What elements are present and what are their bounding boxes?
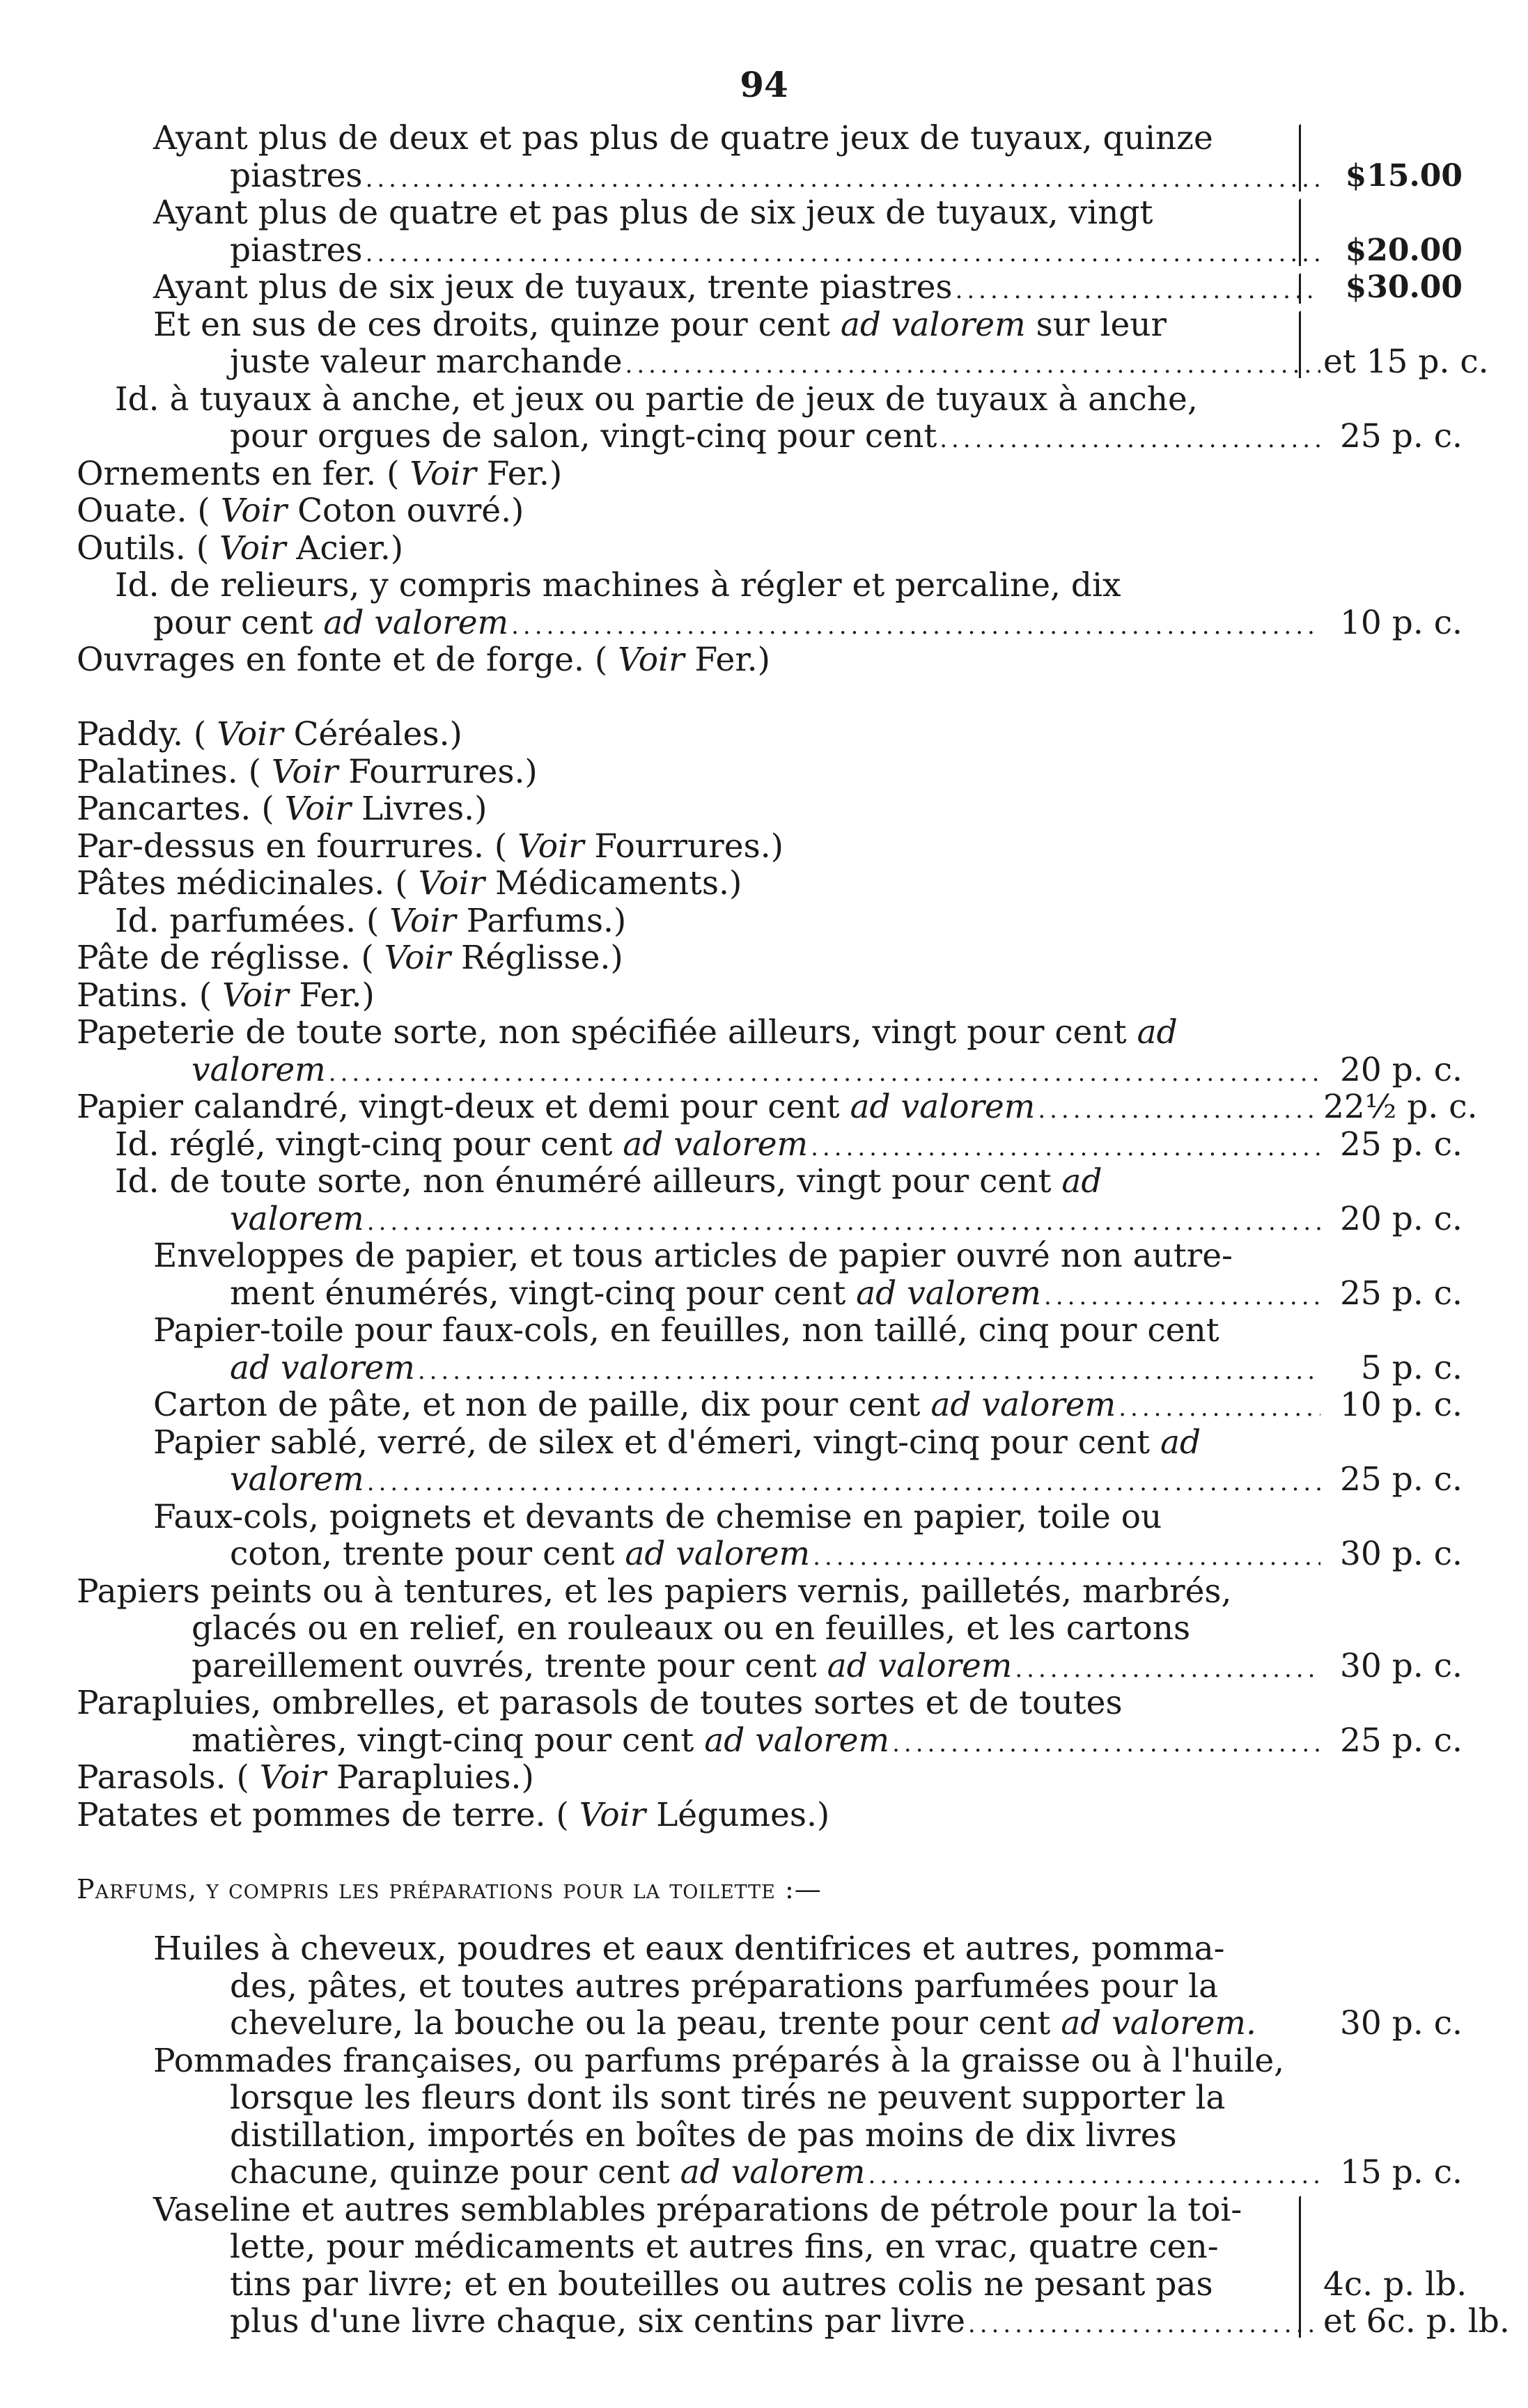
entry-text	[77, 530, 403, 568]
tariff-entry	[77, 1424, 1463, 1499]
entry-text: Id. de relieurs, y compris machines à régler et percaline, dix	[115, 566, 1121, 604]
italic-term: Voir	[259, 1758, 327, 1797]
brace-mark	[1282, 311, 1301, 378]
tariff-entry	[77, 269, 1463, 306]
text-run: Fer.)	[476, 454, 563, 493]
tariff-entry	[77, 1797, 1463, 1834]
italic-term: valorem	[230, 1199, 364, 1238]
text-run: Réglisse.)	[451, 939, 623, 977]
entry-text: Ayant plus de six jeux de tuyaux, trente piastres	[153, 268, 953, 306]
blank-spacer	[77, 1834, 1463, 1871]
dot-leader	[1118, 1390, 1320, 1428]
italic-term: ad valorem	[827, 1646, 1013, 1685]
entry-text: distillation, importés en boîtes de pas moins de dix livres	[230, 2116, 1177, 2155]
text-run: Id. parfumées. (	[115, 901, 390, 940]
duty-rate: $30.00	[1345, 269, 1463, 305]
text-run: Et en sus de ces droits, quinze pour cent	[153, 305, 841, 344]
entry-line	[77, 306, 1463, 344]
dot-leader	[418, 1353, 1320, 1391]
dot-leader	[956, 272, 1320, 310]
entry-text	[77, 1797, 829, 1834]
italic-term: Voir	[410, 454, 476, 493]
italic-term: Voir	[284, 790, 352, 828]
entry-text	[230, 2154, 865, 2191]
brace-mark	[1282, 124, 1301, 191]
section-heading	[77, 1871, 1463, 1909]
italic-term: Voir	[579, 1795, 646, 1834]
tariff-entry	[77, 194, 1463, 269]
entry-text	[77, 790, 487, 828]
duty-rate: 4c. p. lb.	[1323, 2265, 1467, 2304]
entry-line	[77, 939, 1463, 977]
duty-rate: 30 p. c.	[1340, 1646, 1463, 1685]
text-run: Patins. (	[77, 976, 222, 1015]
entry-text: Faux-cols, poignets et devants de chemise en papier, toile ou	[153, 1497, 1162, 1536]
entry-line	[77, 1648, 1463, 1685]
entry-text: Papiers peints ou à tentures, et les papiers vernis, pailletés, marbrés,	[77, 1572, 1232, 1611]
dot-leader	[1044, 1279, 1320, 1316]
text-run: pareillement ouvrés, trente pour cent	[192, 1646, 827, 1685]
italic-term: ad valorem	[856, 1274, 1041, 1313]
italic-term: Voir	[217, 715, 283, 753]
italic-term: Voir	[384, 939, 451, 977]
entry-text: Enveloppes de papier, et tous articles de papier ouvré non autre-	[153, 1237, 1233, 1275]
entry-line	[77, 1722, 1463, 1760]
text-run: chevelure, la bouche ou la peau, trente pour cent	[230, 2004, 1061, 2043]
blank-spacer	[77, 1908, 1463, 1930]
dot-leader	[1015, 1651, 1320, 1689]
italic-term: Voir	[220, 492, 288, 530]
entry-line	[77, 194, 1463, 232]
entry-line	[77, 641, 1463, 679]
text-run: Pâte de réglisse. (	[77, 939, 384, 977]
entry-text	[153, 1386, 1116, 1424]
dot-leader	[366, 235, 1320, 273]
entry-line	[77, 1499, 1463, 1536]
entry-line	[77, 1163, 1463, 1201]
text-run: Légumes.)	[646, 1795, 830, 1834]
text-run: Coton ouvré.)	[287, 492, 524, 530]
entry-line	[77, 977, 1463, 1015]
entry-line	[77, 2042, 1463, 2080]
text-run: Fourrures.)	[338, 752, 538, 791]
entry-text	[230, 1535, 810, 1573]
entry-text: piastres	[230, 156, 363, 195]
dot-leader	[329, 1055, 1320, 1093]
entry-line	[77, 2191, 1463, 2229]
duty-rate-secondary: et 6c. p. lb.	[1323, 2302, 1510, 2341]
italic-term: valorem	[192, 1050, 326, 1089]
entry-line	[77, 343, 1489, 381]
dot-leader	[367, 1464, 1320, 1502]
entry-text	[77, 977, 375, 1015]
entry-text	[77, 1014, 1178, 1051]
entry-line	[77, 2265, 1467, 2304]
entry-line	[77, 865, 1463, 902]
duty-rate: 20 p. c.	[1340, 1199, 1463, 1238]
duty-rate: 10 p. c.	[1340, 603, 1463, 642]
entry-line	[77, 2302, 1510, 2341]
tariff-entry	[77, 753, 1463, 791]
tariff-entry	[77, 120, 1463, 194]
entry-line	[77, 2079, 1463, 2117]
entry-text	[153, 1424, 1201, 1462]
italic-term: Voir	[618, 641, 685, 679]
entry-line	[77, 1797, 1463, 1834]
tariff-entry	[77, 1759, 1463, 1797]
entry-text	[153, 604, 508, 642]
tariff-entry	[77, 1930, 1463, 2042]
text-run: Palatines. (	[77, 752, 272, 791]
text-run: Parapluies.)	[326, 1758, 534, 1797]
tariff-entry	[77, 1126, 1463, 1164]
text-run: Ouvrages en fonte et de forge. (	[77, 641, 618, 679]
dot-leader	[511, 608, 1320, 646]
entry-line	[77, 1610, 1463, 1648]
entry-line	[77, 1684, 1463, 1722]
entry-line	[77, 1014, 1463, 1051]
brace-mark	[1282, 273, 1301, 304]
tariff-entry	[77, 2042, 1463, 2191]
text-run: pour cent	[153, 603, 324, 642]
entry-line	[77, 1275, 1463, 1313]
entry-text: Huiles à cheveux, poudres et eaux dentifrices et autres, pomma-	[153, 1930, 1225, 1969]
entry-line	[77, 492, 1463, 530]
dot-leader	[813, 1539, 1320, 1577]
entry-text: piastres	[230, 230, 363, 269]
entry-line	[77, 1871, 1463, 1909]
entry-line	[77, 753, 1463, 791]
tariff-entry	[77, 1684, 1463, 1759]
brace-mark	[1282, 2196, 1301, 2338]
entry-line	[77, 120, 1463, 157]
duty-rate: $20.00	[1345, 232, 1463, 268]
duty-rate: 25 p. c.	[1340, 1460, 1463, 1499]
tariff-entry	[77, 790, 1463, 828]
entry-text: Pommades françaises, ou parfums préparés à la graisse ou à l'huile,	[153, 2041, 1285, 2080]
text-run: ment énumérés, vingt-cinq pour cent	[230, 1274, 857, 1313]
duty-rate: et 15 p. c.	[1323, 343, 1489, 381]
tariff-entry	[77, 530, 1463, 568]
entry-text	[77, 828, 784, 866]
entry-text: Ayant plus de deux et pas plus de quatre jeux de tuyaux, quinze	[153, 119, 1213, 157]
tariff-entry	[77, 1088, 1478, 1126]
dot-leader	[811, 1129, 1320, 1167]
entry-text	[115, 1126, 808, 1164]
entry-line	[77, 1126, 1463, 1164]
text-run: Paddy. (	[77, 715, 217, 753]
entry-line	[77, 1573, 1463, 1611]
text-run: sur leur	[1025, 305, 1167, 344]
entry-line	[77, 1088, 1478, 1126]
tariff-entry	[77, 977, 1463, 1015]
entry-line	[77, 604, 1463, 642]
entry-line	[77, 790, 1463, 828]
entry-text	[77, 641, 770, 679]
tariff-entry	[77, 865, 1463, 902]
text-run: Papeterie de toute sorte, non spécifiée ailleurs, vingt pour cent	[77, 1013, 1137, 1051]
text-run: Livres.)	[351, 790, 488, 828]
text-run: Fer.)	[288, 976, 375, 1015]
duty-rate: $15.00	[1345, 157, 1463, 194]
entry-text	[77, 1759, 534, 1797]
tariff-entry	[77, 2190, 1510, 2341]
duty-rate: 10 p. c.	[1340, 1386, 1463, 1424]
entry-line	[77, 232, 1463, 269]
dot-leader	[1038, 1092, 1320, 1129]
dot-leader	[625, 347, 1320, 384]
dot-leader	[892, 1726, 1320, 1763]
entry-text	[77, 716, 462, 753]
text-run: Par-dessus en fourrures. (	[77, 827, 518, 866]
duty-rate: 25 p. c.	[1340, 1721, 1463, 1760]
entry-text: Id. à tuyaux à anche, et jeux ou partie de jeux de tuyaux à anche,	[115, 380, 1198, 419]
entry-line	[77, 1237, 1463, 1275]
entry-text	[230, 2005, 1256, 2042]
text-run: chacune, quinze pour cent	[230, 2153, 680, 2192]
entry-line	[77, 1535, 1463, 1573]
italic-term: ad valorem	[230, 1348, 415, 1387]
entry-text	[77, 455, 562, 493]
entry-line	[77, 1201, 1463, 1238]
entry-line	[77, 157, 1463, 195]
italic-term: Voir	[271, 752, 338, 791]
page-number: 94	[740, 64, 788, 105]
tariff-entry	[77, 1386, 1463, 1424]
text-run: Parasols. (	[77, 1758, 260, 1797]
brace-mark	[1282, 198, 1301, 266]
entry-line	[77, 455, 1463, 493]
tariff-entry	[77, 902, 1463, 940]
text-run: Carton de pâte, et non de paille, dix pour cent	[153, 1386, 931, 1424]
text-run: Céréales.)	[283, 715, 462, 753]
text-run: Ouate. (	[77, 492, 221, 530]
duty-rate: 25 p. c.	[1340, 1274, 1463, 1313]
entry-line	[77, 567, 1463, 604]
italic-term: ad valorem	[704, 1721, 890, 1760]
text-run: Papier calandré, vingt-deux et demi pour cent	[77, 1088, 850, 1126]
dot-leader	[367, 1204, 1320, 1242]
text-run: Papier sablé, verré, de silex et d'émeri, vingt-cinq pour cent	[153, 1423, 1160, 1462]
duty-rate: 20 p. c.	[1340, 1050, 1463, 1089]
duty-rate: 25 p. c.	[1340, 417, 1463, 455]
entry-line	[77, 1424, 1463, 1462]
entry-text	[230, 1461, 364, 1499]
dot-leader	[868, 2157, 1320, 2195]
entry-line	[77, 902, 1463, 940]
entry-line	[77, 2228, 1463, 2266]
entry-line	[77, 1930, 1463, 1968]
italic-term: Voir	[418, 864, 485, 902]
italic-term: ad valorem	[840, 305, 1026, 344]
dot-leader	[968, 2306, 1320, 2344]
tariff-entry	[77, 305, 1489, 381]
entry-line	[77, 828, 1463, 866]
italic-term: ad valorem	[850, 1088, 1036, 1126]
entry-text: Parapluies, ombrelles, et parasols de toutes sortes et de toutes	[77, 1684, 1123, 1722]
entry-text	[153, 306, 1167, 344]
entry-line	[77, 2005, 1463, 2042]
entry-text	[77, 492, 524, 530]
entry-line	[77, 1386, 1463, 1424]
entry-line	[77, 530, 1463, 568]
tariff-entry	[77, 381, 1463, 455]
entry-text	[192, 1051, 326, 1089]
entry-line	[77, 1461, 1463, 1499]
tariff-entry	[77, 828, 1463, 866]
entry-line	[77, 2154, 1463, 2191]
italic-term: ad valorem	[930, 1386, 1116, 1424]
duty-rate: 25 p. c.	[1340, 1125, 1463, 1164]
entry-text: Vaseline et autres semblables préparations de pétrole pour la toi-	[153, 2190, 1242, 2229]
entry-text: tins par livre; et en bouteilles ou autres colis ne pesant pas	[230, 2265, 1213, 2304]
entry-text	[230, 1201, 364, 1238]
duty-rate: 30 p. c.	[1340, 2004, 1463, 2043]
text-run: matières, vingt-cinq pour cent	[192, 1721, 705, 1760]
duty-rate: 5 p. c.	[1360, 1348, 1463, 1387]
italic-term: Voir	[389, 901, 456, 940]
entry-line	[77, 1759, 1463, 1797]
text-run: Patates et pommes de terre. (	[77, 1795, 579, 1834]
tariff-entry	[77, 567, 1463, 641]
entry-text: plus d'une livre chaque, six centins par livre	[230, 2302, 965, 2341]
entry-line	[77, 269, 1463, 306]
entry-text: lorsque les fleurs dont ils sont tirés ne peuvent supporter la	[230, 2079, 1226, 2118]
dot-leader	[940, 421, 1320, 459]
tariff-entry	[77, 1499, 1463, 1573]
italic-term: Voir	[517, 827, 584, 866]
italic-term: ad	[1061, 1162, 1102, 1201]
italic-term: ad	[1160, 1423, 1201, 1462]
entry-text	[77, 865, 742, 902]
italic-term: ad	[1137, 1013, 1178, 1051]
entry-text	[230, 1350, 415, 1387]
italic-term: ad valorem	[625, 1535, 811, 1573]
entry-line	[77, 1051, 1463, 1089]
tariff-entry	[77, 939, 1463, 977]
tariff-entry	[77, 455, 1463, 493]
entry-text	[77, 939, 623, 977]
entry-line	[77, 2117, 1463, 2155]
entry-text: juste valeur marchande	[230, 343, 623, 381]
italic-term: Voir	[222, 976, 289, 1015]
text-run: Pancartes. (	[77, 790, 285, 828]
tariff-entry	[77, 1237, 1463, 1312]
entry-line	[77, 716, 1463, 753]
italic-term: Voir	[219, 529, 286, 568]
entry-line	[77, 418, 1463, 455]
duty-rate: 15 p. c.	[1340, 2153, 1463, 2192]
entry-text	[115, 1163, 1102, 1201]
text-run: Id. de toute sorte, non énuméré ailleurs, vingt pour cent	[115, 1162, 1062, 1201]
italic-term: valorem	[230, 1460, 364, 1499]
entry-text	[77, 753, 538, 791]
entry-text	[77, 1088, 1035, 1126]
text-run: Pâtes médicinales. (	[77, 864, 419, 902]
tariff-entry	[77, 1573, 1463, 1685]
heading-text: Parfums, y compris les préparations pour la toilette :—	[77, 1873, 822, 1905]
text-run: Fourrures.)	[584, 827, 784, 866]
text-run: Parfums.)	[455, 901, 627, 940]
text-run: Outils. (	[77, 529, 220, 568]
italic-term: ad valorem	[323, 603, 509, 642]
tariff-entry	[77, 641, 1463, 679]
italic-term: ad valorem	[680, 2153, 866, 2192]
text-run: Ornements en fer. (	[77, 454, 410, 493]
entry-text: pour orgues de salon, vingt-cinq pour cent	[230, 417, 937, 455]
text-run: Id. réglé, vingt-cinq pour cent	[115, 1125, 623, 1164]
entry-line	[77, 1350, 1463, 1387]
entry-text: des, pâtes, et toutes autres préparations parfumées pour la	[230, 1967, 1219, 2006]
dot-leader	[366, 161, 1320, 198]
entry-text	[115, 902, 626, 940]
entry-line	[77, 381, 1463, 419]
tariff-entry	[77, 492, 1463, 530]
entry-text: glacés ou en relief, en rouleaux ou en feuilles, et les cartons	[192, 1609, 1191, 1648]
tariff-entries	[77, 119, 1510, 2341]
text-run: Acier.)	[286, 529, 404, 568]
text-run: Médicaments.)	[485, 864, 742, 902]
entry-text: lette, pour médicaments et autres fins, en vrac, quatre cen-	[230, 2228, 1219, 2267]
entry-line	[77, 1968, 1463, 2006]
text-run: coton, trente pour cent	[230, 1535, 625, 1573]
entry-line	[77, 1312, 1463, 1350]
entry-text: Papier-toile pour faux-cols, en feuilles, non taillé, cinq pour cent	[153, 1311, 1219, 1350]
entry-text	[192, 1648, 1012, 1685]
duty-rate: 22½ p. c.	[1323, 1088, 1478, 1126]
entry-text: Ayant plus de quatre et pas plus de six jeux de tuyaux, vingt	[153, 194, 1153, 232]
text-run: Fer.)	[684, 641, 770, 679]
duty-rate: 30 p. c.	[1340, 1535, 1463, 1573]
entry-text	[230, 1275, 1041, 1313]
italic-term: ad valorem.	[1061, 2004, 1256, 2043]
italic-term: ad valorem	[623, 1125, 809, 1164]
tariff-entry	[77, 716, 1463, 753]
tariff-entry	[77, 1014, 1463, 1088]
tariff-entry	[77, 1163, 1463, 1237]
entry-text	[192, 1722, 889, 1760]
blank-spacer	[77, 679, 1463, 717]
tariff-entry	[77, 1312, 1463, 1386]
